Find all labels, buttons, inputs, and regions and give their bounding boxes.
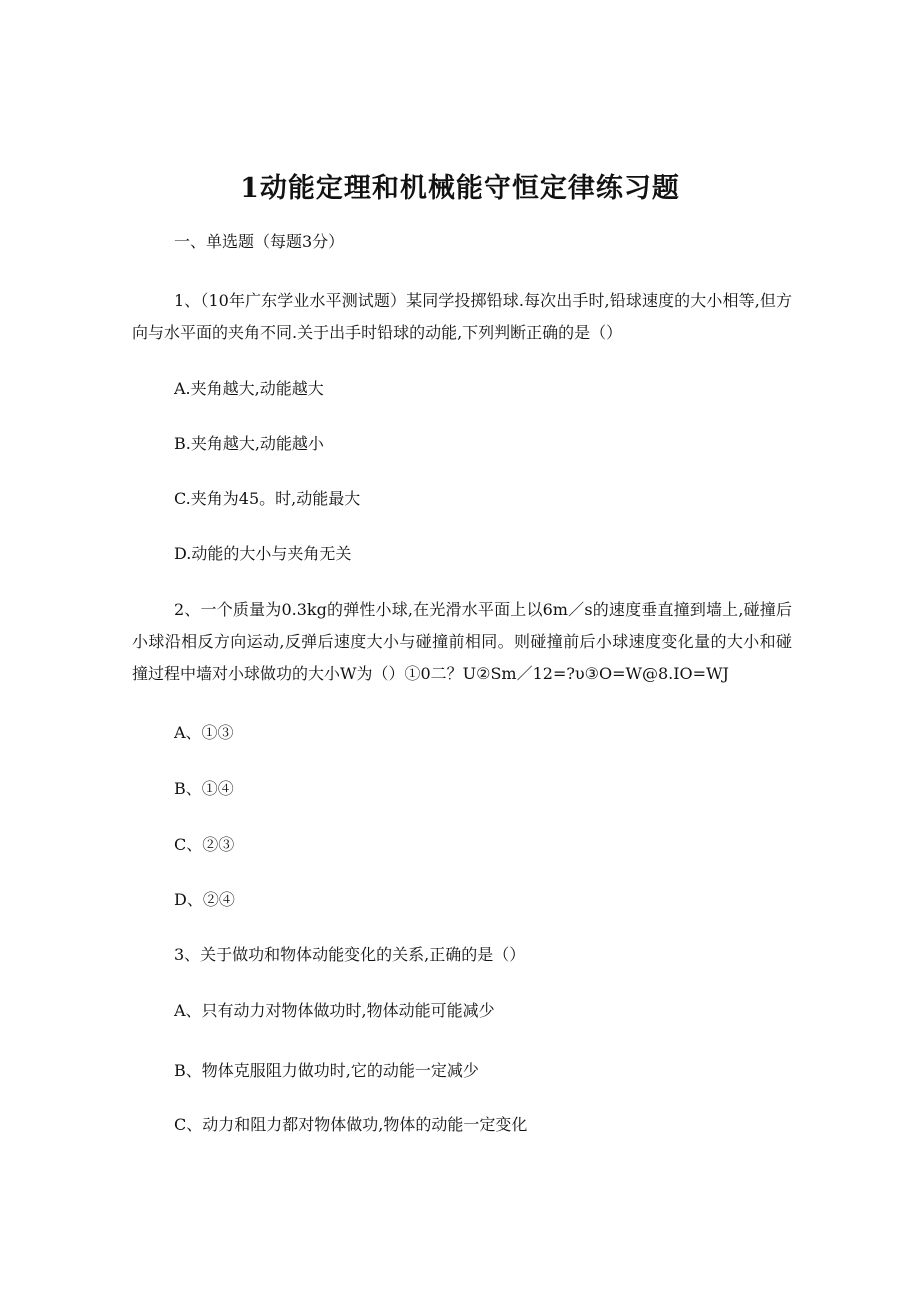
question-3-stem: 3、关于做功和物体动能变化的关系,正确的是（） (174, 945, 526, 964)
question-3-option-a: A、只有动力对物体做功时,物体动能可能减少 (174, 1001, 495, 1020)
question-2-stem: 2、一个质量为0.3kg的弹性小球,在光滑水平面上以6m／s的速度垂直撞到墙上,碰撞后小球沿相反方向运动,反弹后速度大小与碰撞前相同。则碰撞前后小球速度变化量的大小和碰撞过程中墙对小球做功的大小W为（）①0二？U②Sm／12=?υ③O=W@8.IO=WJ (132, 600, 792, 683)
document-title: 1动能定理和机械能守恒定律练习题 (240, 173, 680, 204)
section-heading: 一、单选题（每题3分） (174, 232, 345, 251)
question-1-option-c: C.夹角为45。时,动能最大 (174, 489, 361, 508)
question-2-option-d: D、②④ (174, 890, 235, 909)
question-2-option-a: A、①③ (174, 723, 234, 742)
question-2-option-c: C、②③ (174, 835, 235, 854)
question-2-option-b: B、①④ (174, 779, 234, 798)
question-3-option-c: C、动力和阻力都对物体做功,物体的动能一定变化 (174, 1115, 528, 1134)
question-3-option-b: B、物体克服阻力做功时,它的动能一定减少 (174, 1061, 479, 1080)
question-1-option-d: D.动能的大小与夹角无关 (174, 544, 352, 563)
question-1-option-b: B.夹角越大,动能越小 (174, 434, 324, 453)
question-1-stem: 1、（10年广东学业水平测试题）某同学投掷铅球.每次出手时,铅球速度的大小相等,但方向与水平面的夹角不同.关于出手时铅球的动能,下列判断正确的是（） (132, 291, 792, 342)
question-1-option-a: A.夹角越大,动能越大 (174, 379, 324, 398)
